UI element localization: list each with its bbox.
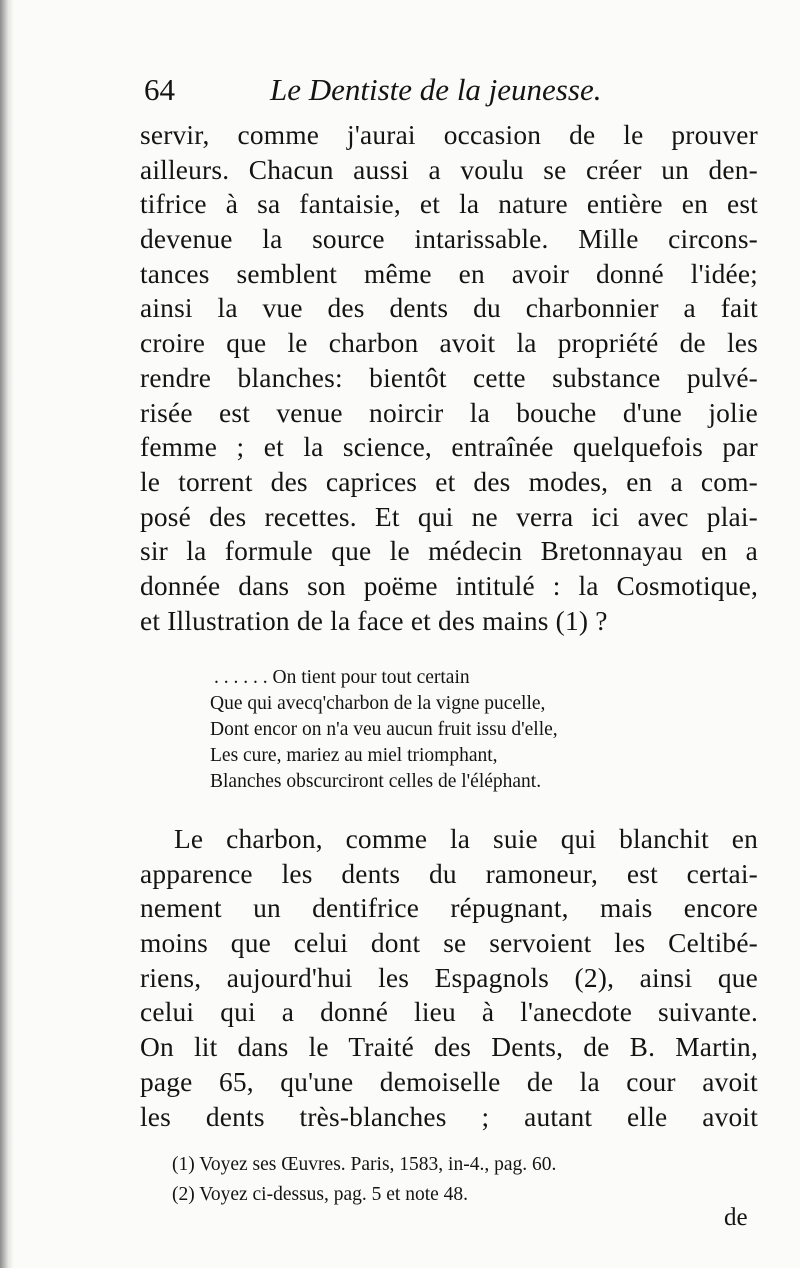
text-line: riens, aujourd'hui les Espagnols (2), ainsi que <box>140 962 758 993</box>
paragraph-2 <box>140 822 758 1134</box>
text-line: ailleurs. Chacun aussi a voulu se créer un den- <box>140 154 758 185</box>
text-line: apparence les dents du ramoneur, est certai- <box>140 858 758 889</box>
text-line: ainsi la vue des dents du charbonnier a fait <box>140 293 758 324</box>
text-line: les dents très-blanches ; autant elle avoit <box>140 1101 758 1132</box>
text-line: tifrice à sa fantaisie, et la nature entière en est <box>140 189 758 220</box>
text-line: femme ; et la science, entraînée quelquefois par <box>140 432 758 463</box>
footnote: (2) Voyez ci-dessus, pag. 5 et note 48. <box>172 1184 469 1205</box>
text-line: celui qui a donné lieu à l'anecdote suivante. <box>140 997 758 1028</box>
verse-line: . . . . . . On tient pour tout certain <box>214 667 470 688</box>
catchword: de <box>724 1204 748 1231</box>
text-line: On lit dans le Traité des Dents, de B. Martin, <box>140 1032 758 1063</box>
text-line: croire que le charbon avoit la propriété de les <box>140 328 758 359</box>
text-line: moins que celui dont se servoient les Celtibé- <box>140 928 758 959</box>
text-line: le torrent des caprices et des modes, en a com- <box>140 466 758 497</box>
paragraph-1 <box>140 118 758 638</box>
text-line: et Illustration de la face et des mains (1) ? <box>140 605 608 636</box>
text-line: devenue la source intarissable. Mille circons- <box>140 224 758 255</box>
text-line: donnée dans son poëme intitulé : la Cosmotique, <box>140 570 758 601</box>
running-header <box>138 72 758 112</box>
verse-line: Les cure, mariez au miel triomphant, <box>210 745 498 766</box>
text-line: page 65, qu'une demoiselle de la cour avoit <box>140 1066 758 1097</box>
verse-line: Que qui avecq'charbon de la vigne pucelle, <box>210 693 546 714</box>
text-line: sir la formule que le médecin Bretonnayau en a <box>140 536 758 567</box>
verse-quotation <box>210 665 730 795</box>
text-line: posé des recettes. Et qui ne verra ici avec plai- <box>140 501 758 532</box>
text-line: risée est venue noircir la bouche d'une jolie <box>140 397 758 428</box>
verse-line: Blanches obscurciront celles de l'éléphant. <box>210 771 542 792</box>
page-number: 64 <box>144 72 175 107</box>
text-line: servir, comme j'aurai occasion de le prouver <box>140 120 758 150</box>
footnotes <box>172 1150 732 1210</box>
verse-line: Dont encor on n'a veu aucun fruit issu d'elle, <box>210 719 558 740</box>
running-title: Le Dentiste de la jeunesse. <box>270 72 602 107</box>
footnote: (1) Voyez ses Œuvres. Paris, 1583, in-4., pag. 60. <box>172 1154 557 1175</box>
text-line: rendre blanches: bientôt cette substance pulvé- <box>140 362 758 393</box>
text-line: nement un dentifrice répugnant, mais encore <box>140 893 758 924</box>
text-line: Le charbon, comme la suie qui blanchit en <box>174 824 758 854</box>
text-line: tances semblent même en avoir donné l'idée; <box>140 258 758 289</box>
page-gutter-shadow <box>0 0 14 1268</box>
